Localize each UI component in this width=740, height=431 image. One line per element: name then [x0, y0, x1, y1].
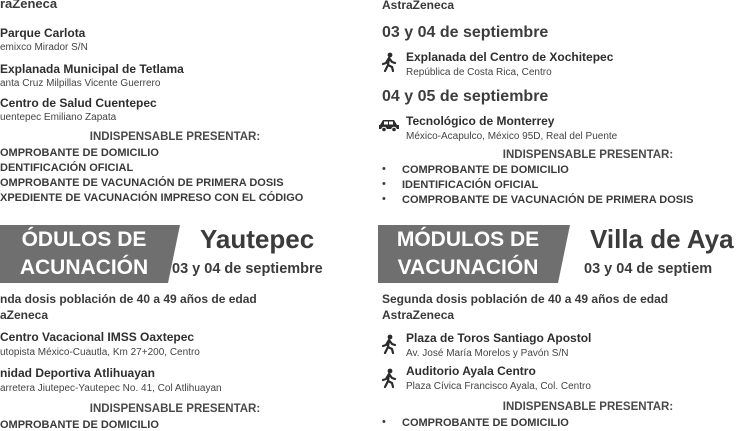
date-heading: 03 y 04 de septiembre: [382, 24, 549, 41]
location-address: anta Cruz Milpillas Vicente Guerrero: [0, 78, 161, 89]
banner-date: 03 y 04 de septiem: [584, 261, 713, 277]
location-address: arretera Jiutepec-Yautepec No. 41, Col Atlihuayan: [0, 383, 222, 394]
requirement-item: OMPROBANTE DE DOMICILIO: [0, 147, 159, 159]
left-column: [0, 0, 362, 431]
requirement-item: IDENTIFICACIÓN OFICIAL: [402, 179, 539, 191]
requirement-item: COMPROBANTE DE DOMICILIO: [402, 164, 569, 176]
vaccine-label-bottom: aZeneca: [0, 308, 49, 322]
banner-line-2: VACUNACIÓN: [397, 256, 539, 279]
banner-line-1: ÓDULOS DE: [21, 228, 147, 251]
requirement-item: COMPROBANTE DE DOMICILIO: [402, 417, 569, 429]
location-name: Auditorio Ayala Centro: [406, 364, 536, 378]
location-address: República de Costa Rica, Centro: [406, 67, 552, 78]
location-address: Plaza Cívica Francisco Ayala, Col. Centro: [406, 381, 591, 392]
indispensable-heading: INDISPENSABLE PRESENTAR:: [502, 149, 674, 161]
requirement-item: COMPROBANTE DE VACUNACIÓN DE PRIMERA DOSIS: [402, 194, 694, 206]
car-icon: [378, 118, 400, 132]
location-name: nidad Deportiva Atlihuayan: [0, 366, 155, 380]
banner-line-1: MÓDULOS DE: [396, 228, 540, 251]
date-heading: 04 y 05 de septiembre: [382, 88, 549, 105]
walking-person-icon: [380, 368, 398, 388]
walking-person-icon: [380, 52, 398, 72]
requirement-item: XPEDIENTE DE VACUNACIÓN IMPRESO CON EL CÓDIGO: [0, 192, 304, 204]
location-address: México-Acapulco, México 95D, Real del Puente: [406, 131, 618, 142]
location-name: Centro Vacacional IMSS Oaxtepec: [0, 330, 195, 344]
indispensable-heading: INDISPENSABLE PRESENTAR:: [502, 401, 674, 413]
indispensable-heading: INDISPENSABLE PRESENTAR:: [89, 131, 261, 143]
location-name: Tecnológico de Monterrey: [406, 114, 555, 128]
city-name: Villa de Aya: [590, 224, 734, 254]
location-address: uentepec Emiliano Zapata: [0, 112, 117, 123]
banner-date: 03 y 04 de septiembre: [172, 261, 323, 277]
location-name: Parque Carlota: [0, 26, 86, 40]
vaccine-label-top: AstraZeneca: [382, 0, 455, 12]
bullet: •: [382, 178, 386, 190]
location-address: emixco Mirador S/N: [0, 42, 88, 53]
city-name: Yautepec: [200, 224, 315, 254]
location-name: Centro de Salud Cuentepec: [0, 96, 157, 110]
modulos-banner: [0, 225, 168, 283]
location-address: Av. José María Morelos y Pavón S/N: [406, 348, 569, 359]
location-name: Explanada del Centro de Xochitepec: [406, 50, 614, 64]
segunda-dosis-label: Segunda dosis población de 40 a 49 años de edad: [382, 292, 669, 306]
vaccine-label-top: raZeneca: [0, 0, 58, 11]
requirement-item: OMPROBANTE DE DOMICILIO: [0, 419, 159, 431]
requirement-item: OMPROBANTE DE VACUNACIÓN DE PRIMERA DOSIS: [0, 177, 284, 189]
location-name: Plaza de Toros Santiago Apostol: [406, 331, 592, 345]
banner-line-2: ACUNACIÓN: [19, 256, 149, 279]
right-column: [378, 0, 740, 431]
segunda-dosis-label: nda dosis población de 40 a 49 años de edad: [0, 292, 257, 306]
location-address: utopista México-Cuautla, Km 27+200, Centro: [0, 347, 200, 358]
vaccine-label-bottom: AstraZeneca: [382, 308, 455, 322]
walking-person-icon: [380, 334, 398, 354]
banner-edge: [558, 225, 570, 283]
bullet: •: [382, 416, 386, 428]
indispensable-heading: INDISPENSABLE PRESENTAR:: [89, 403, 261, 415]
location-name: Explanada Municipal de Tetlama: [0, 62, 184, 76]
modulos-banner: [378, 225, 558, 283]
bullet: •: [382, 193, 386, 205]
requirement-item: DENTIFICACIÓN OFICIAL: [0, 162, 134, 174]
bullet: •: [382, 163, 386, 175]
